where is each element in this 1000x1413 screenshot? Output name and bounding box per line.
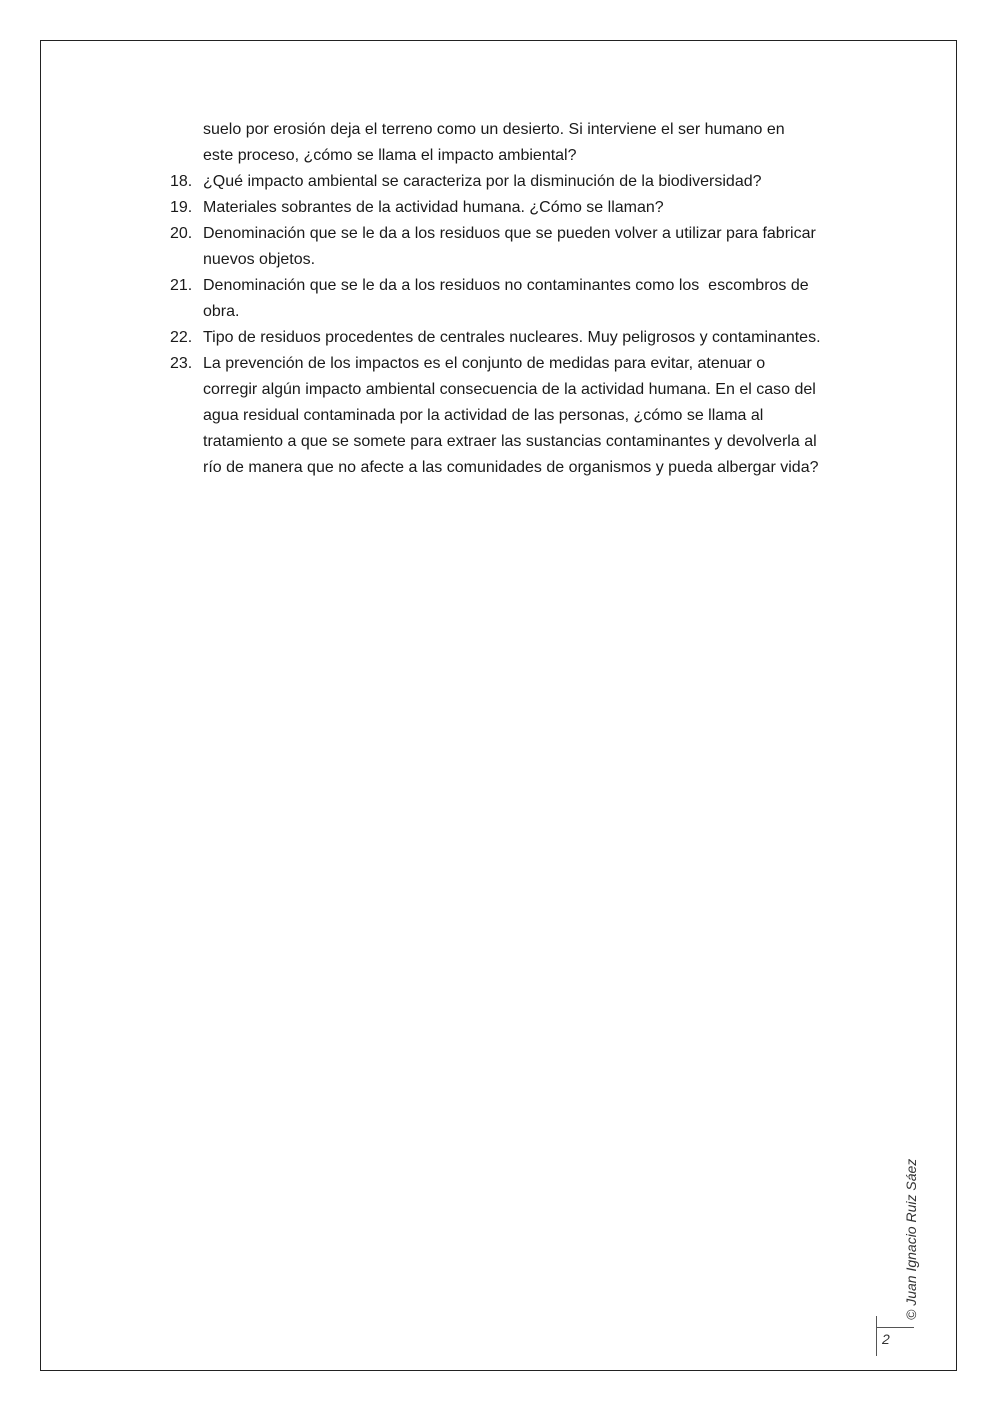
text-line: obra. xyxy=(203,303,240,320)
text-line: tratamiento a que se somete para extraer las sustancias contaminantes y devolverla al xyxy=(203,433,817,450)
question-19 xyxy=(170,195,870,221)
text-line: Denominación que se le da a los residuos no contaminantes como los escombros de xyxy=(203,277,809,294)
question-23 xyxy=(170,351,870,481)
text-line: nuevos objetos. xyxy=(203,251,316,268)
question-number: 21. xyxy=(170,277,193,294)
text-line: Tipo de residuos procedentes de centrales nucleares. Muy peligrosos y contaminantes. xyxy=(203,329,821,346)
footer-divider-horizontal xyxy=(876,1327,914,1328)
text-line: ¿Qué impacto ambiental se caracteriza por la disminución de la biodiversidad? xyxy=(203,173,762,190)
text-line: agua residual contaminada por la actividad de las personas, ¿cómo se llama al xyxy=(203,407,764,424)
question-18 xyxy=(170,169,870,195)
page-number: 2 xyxy=(882,1331,890,1347)
text-line: Materiales sobrantes de la actividad humana. ¿Cómo se llaman? xyxy=(203,199,664,216)
question-22 xyxy=(170,325,870,351)
question-number: 19. xyxy=(170,199,193,216)
question-number: 23. xyxy=(170,355,193,372)
question-number: 18. xyxy=(170,173,193,190)
text-line: corregir algún impacto ambiental consecuencia de la actividad humana. En el caso del xyxy=(203,381,816,398)
footer-divider-vertical xyxy=(876,1316,877,1356)
text-line: Denominación que se le da a los residuos que se pueden volver a utilizar para fabricar xyxy=(203,225,816,242)
text-line: La prevención de los impactos es el conjunto de medidas para evitar, atenuar o xyxy=(203,355,766,372)
question-20 xyxy=(170,221,870,273)
question-number: 20. xyxy=(170,225,193,242)
text-line: río de manera que no afecte a las comunidades de organismos y pueda albergar vida? xyxy=(203,459,819,476)
text-line: suelo por erosión deja el terreno como un desierto. Si interviene el ser humano en xyxy=(203,121,785,138)
question-21 xyxy=(170,273,870,325)
question-number: 22. xyxy=(170,329,193,346)
document-body xyxy=(170,117,870,481)
text-line: este proceso, ¿cómo se llama el impacto ambiental? xyxy=(203,147,577,164)
continuation-paragraph xyxy=(170,117,870,169)
copyright-notice: © Juan Ignacio Ruiz Sáez xyxy=(903,1158,919,1320)
